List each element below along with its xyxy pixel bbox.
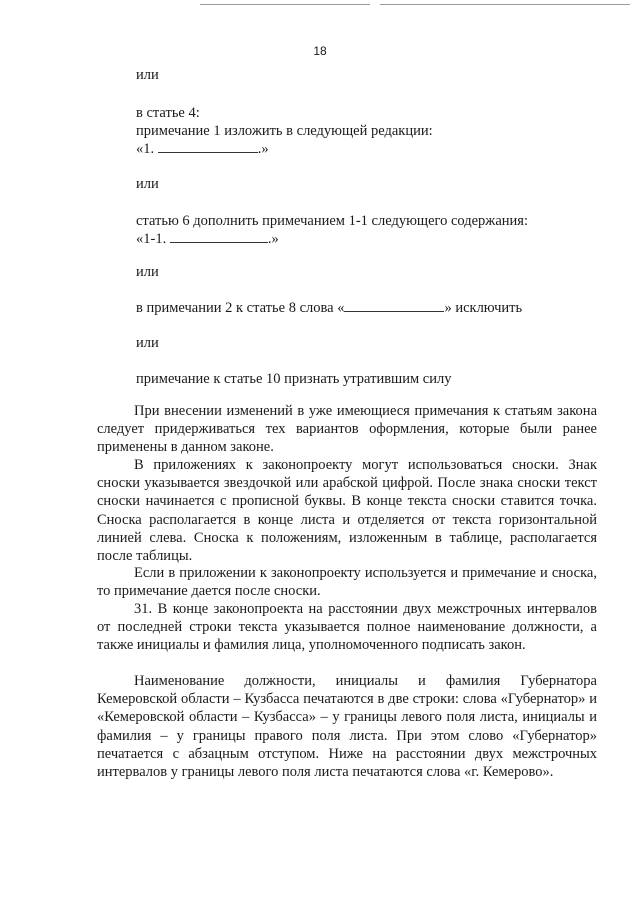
- note-1-blank: [158, 140, 258, 153]
- note-article-10-line: примечание к статье 10 признать утратившим силу: [136, 371, 452, 387]
- paragraph-item-31: 31. В конце законопроекта на расстоянии двух межстрочных интервалов от последней строки текста указывается полное наименование должности, а также инициалы и фамилия лица, уполномоченного подписать закон.: [97, 601, 597, 654]
- note-1-1-open: «1-1.: [136, 231, 167, 247]
- ili-line-2: или: [136, 176, 159, 192]
- paragraph-governor-signature: Наименование должности, инициалы и фамилия Губернатора Кемеровской области – Кузбасса печатаются в две строки: слова «Губернатор» и «Кемеровской области – Кузбасса» – у границы левого поля листа, инициалы и фамилия – у границы правого поля листа. При этом слово «Губернатор» печатается с абзацным отступом. Ниже на расстоянии двух межстрочных интервалов у границы левого поля листа печатаются слова «г. Кемерово».: [97, 673, 597, 781]
- article-4-line: в статье 4:: [136, 105, 200, 121]
- paragraph-notes-changes: При внесении изменений в уже имеющиеся примечания к статьям закона следует придерживаться тех вариантов оформления, которые были ранее применены в данном законе.: [97, 403, 597, 456]
- top-scan-rule-left: [200, 4, 370, 5]
- ili-line-4: или: [136, 335, 159, 351]
- note-2-article-8-line: [136, 299, 522, 317]
- note-2-blank: [344, 299, 444, 312]
- paragraph-note-and-footnote: Если в приложении к законопроекту используется и примечание и сноска, то примечание дается после сноски.: [97, 565, 597, 600]
- note-1-1-template: [136, 230, 279, 248]
- note-1-1-blank: [170, 230, 268, 243]
- article-6-line: статью 6 дополнить примечанием 1-1 следующего содержания:: [136, 213, 528, 229]
- ili-line-3: или: [136, 264, 159, 280]
- note-2-before: в примечании 2 к статье 8 слова «: [136, 300, 345, 316]
- note-2-after: » исключить: [444, 300, 523, 316]
- note-1-close: .»: [257, 141, 269, 157]
- note-1-line: примечание 1 изложить в следующей редакции:: [136, 123, 433, 139]
- note-1-open: «1.: [136, 141, 155, 157]
- page-number: 18: [313, 44, 327, 58]
- top-scan-rule-right: [380, 4, 630, 5]
- ili-line-1: или: [136, 67, 159, 83]
- note-1-1-close: .»: [267, 231, 279, 247]
- paragraph-footnotes: В приложениях к законопроекту могут использоваться сноски. Знак сноски указывается звездочкой или арабской цифрой. После знака сноски текст сноски начинается с прописной буквы. В конце текста сноски ставится точка. Сноска располагается в конце листа и отделяется от текста горизонтальной линией слева. Сноска к положениям, изложенным в таблице, располагается после таблицы.: [97, 457, 597, 565]
- note-1-template: [136, 140, 269, 158]
